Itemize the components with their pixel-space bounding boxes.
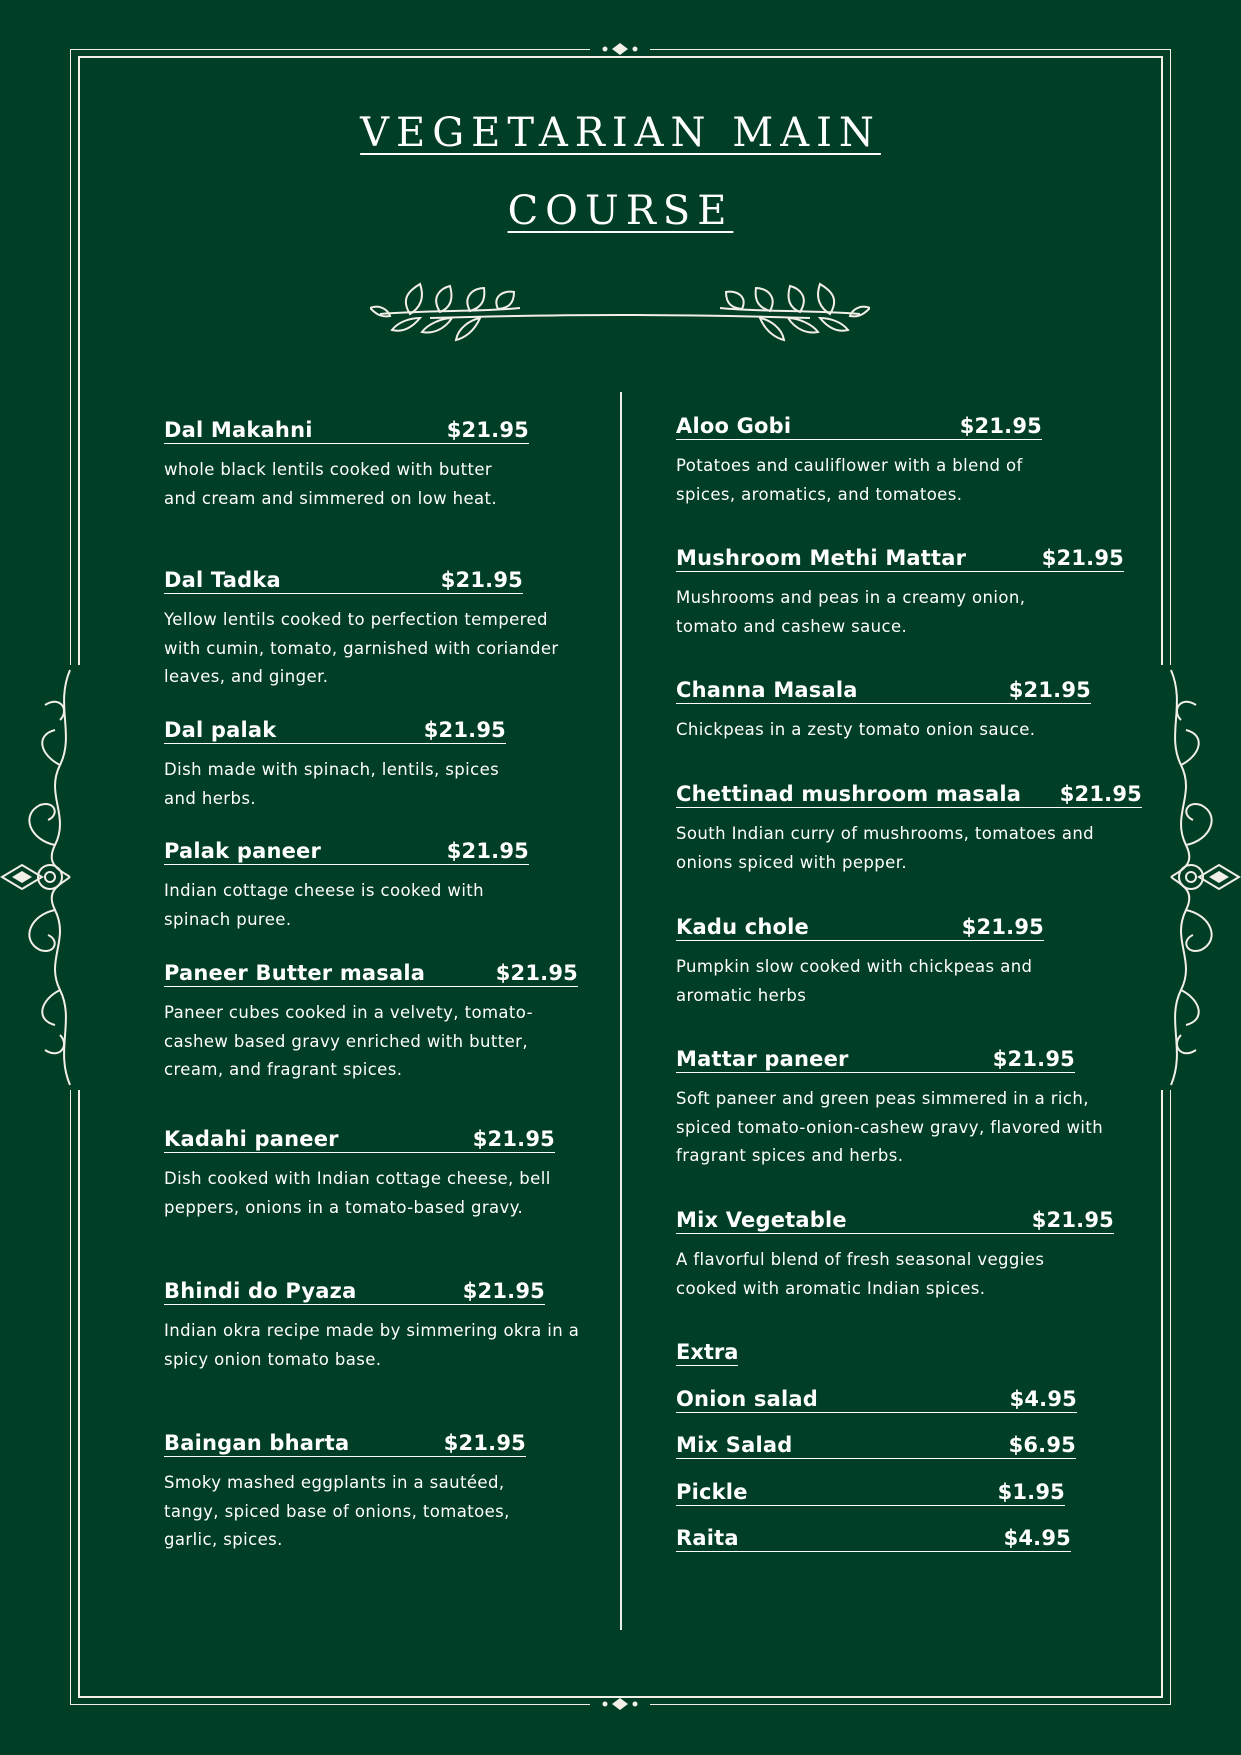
item-name: Baingan bharta (164, 1431, 350, 1455)
item-description: Dish cooked with Indian cottage cheese, bell peppers, onions in a tomato-based gravy. (164, 1169, 551, 1217)
item-name: Dal Makahni (164, 418, 313, 442)
item-price: $21.95 (1008, 678, 1091, 702)
extra-item (676, 1433, 1076, 1459)
item-price: $21.95 (423, 718, 506, 742)
item-price: $4.95 (1003, 1526, 1071, 1550)
item-price: $21.95 (961, 915, 1044, 939)
item-name: Mix Vegetable (676, 1208, 847, 1232)
item-description: Pumpkin slow cooked with chickpeas and aromatic herbs (676, 957, 1033, 1005)
item-description: A flavorful blend of fresh seasonal veggies cooked with aromatic Indian spices. (676, 1250, 1045, 1298)
item-name: Mix Salad (676, 1433, 793, 1457)
menu-item (164, 1127, 555, 1222)
item-description: South Indian curry of mushrooms, tomatoes and onions spiced with pepper. (676, 824, 1095, 872)
item-description: Chickpeas in a zesty tomato onion sauce. (676, 720, 1036, 739)
menu-title-line1: VEGETARIAN MAIN (360, 110, 881, 156)
menu-item (676, 782, 1142, 877)
diamond-ornament-icon (590, 1696, 650, 1712)
menu-item (676, 1047, 1104, 1171)
item-name: Mattar paneer (676, 1047, 849, 1071)
menu-item (676, 915, 1044, 1010)
item-price: $4.95 (1009, 1387, 1077, 1411)
item-name: Aloo Gobi (676, 414, 792, 438)
menu-item (164, 1279, 580, 1374)
item-description: Mushrooms and peas in a creamy onion, tomato and cashew sauce. (676, 588, 1026, 636)
item-name: Pickle (676, 1480, 748, 1504)
menu-item (676, 546, 1124, 641)
item-description: whole black lentils cooked with butter and cream and simmered on low heat. (164, 460, 498, 508)
item-price: $21.95 (959, 414, 1042, 438)
item-description: Indian okra recipe made by simmering okra in a spicy onion tomato base. (164, 1321, 580, 1369)
item-name: Dal palak (164, 718, 277, 742)
item-name: Kadahi paneer (164, 1127, 339, 1151)
item-description: Potatoes and cauliflower with a blend of spices, aromatics, and tomatoes. (676, 456, 1023, 504)
diamond-ornament-icon (590, 41, 650, 57)
leaf-branch-icon (370, 278, 870, 350)
item-description: Smoky mashed eggplants in a sautéed, tangy, spiced base of onions, tomatoes, garlic, spices. (164, 1473, 510, 1549)
extra-item (676, 1480, 1065, 1506)
item-description: Soft paneer and green peas simmered in a rich, spiced tomato-onion-cashew gravy, flavored with fragrant spices and herbs. (676, 1089, 1104, 1165)
item-price: $21.95 (446, 839, 529, 863)
item-price: $1.95 (997, 1480, 1065, 1504)
menu-item (676, 678, 1091, 745)
item-price: $21.95 (1031, 1208, 1114, 1232)
menu-item (676, 414, 1042, 509)
item-price: $21.95 (440, 568, 523, 592)
item-price: $21.95 (472, 1127, 555, 1151)
item-description: Indian cottage cheese is cooked with spinach puree. (164, 881, 485, 929)
menu-item (164, 839, 529, 934)
menu-item (676, 1208, 1114, 1303)
item-name: Chettinad mushroom masala (676, 782, 1022, 806)
item-name: Bhindi do Pyaza (164, 1279, 357, 1303)
item-price: $21.95 (992, 1047, 1075, 1071)
item-price: $21.95 (462, 1279, 545, 1303)
menu-title-line2: COURSE (507, 188, 734, 234)
item-price: $21.95 (443, 1431, 526, 1455)
item-price: $21.95 (1041, 546, 1124, 570)
menu-item (164, 718, 506, 813)
item-price: $21.95 (495, 961, 578, 985)
item-name: Paneer Butter masala (164, 961, 426, 985)
item-name: Mushroom Methi Mattar (676, 546, 967, 570)
column-divider (620, 392, 622, 1630)
item-name: Kadu chole (676, 915, 810, 939)
extra-item (676, 1387, 1077, 1413)
menu-item (164, 1431, 526, 1555)
item-description: Dish made with spinach, lentils, spices and herbs. (164, 760, 500, 808)
scroll-flourish-icon (0, 665, 90, 1090)
menu-item (164, 568, 559, 692)
extras-heading: Extra (676, 1340, 739, 1364)
item-description: Yellow lentils cooked to perfection tempered with cumin, tomato, garnished with coriander leaves, and ginger. (164, 610, 559, 686)
item-name: Raita (676, 1526, 739, 1550)
item-name: Channa Masala (676, 678, 858, 702)
item-name: Onion salad (676, 1387, 818, 1411)
item-price: $6.95 (1008, 1433, 1076, 1457)
extra-item (676, 1526, 1071, 1552)
scroll-flourish-icon (1151, 665, 1241, 1090)
item-price: $21.95 (446, 418, 529, 442)
menu-item (164, 961, 578, 1085)
menu-item (164, 418, 529, 513)
item-description: Paneer cubes cooked in a velvety, tomato-cashew based gravy enriched with butter, cream, and fragrant spices. (164, 1003, 533, 1079)
item-name: Dal Tadka (164, 568, 281, 592)
item-name: Palak paneer (164, 839, 322, 863)
item-price: $21.95 (1059, 782, 1142, 806)
